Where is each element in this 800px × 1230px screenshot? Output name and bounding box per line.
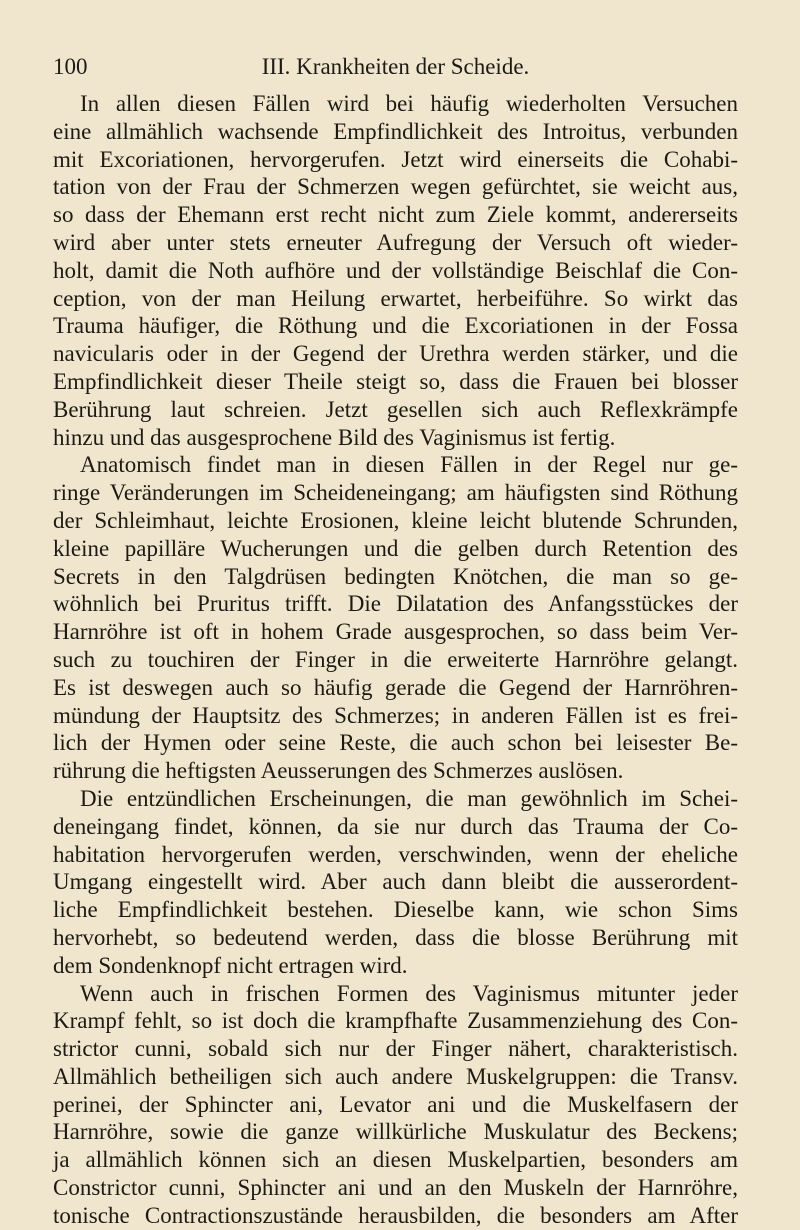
page-header — [53, 54, 738, 84]
text-line: deneingang findet, können, da sie nur durch das Trauma der Co- — [53, 813, 738, 839]
text-line: Umgang eingestellt wird. Aber auch dann bleibt die ausserordent- — [53, 869, 738, 895]
text-line: Allmählich betheiligen sich auch andere Muskelgruppen: die Transv. — [53, 1063, 738, 1089]
text-line: Empfindlichkeit dieser Theile steigt so, dass die Frauen bei blosser — [53, 368, 738, 394]
text-line: liche Empfindlichkeit bestehen. Dieselbe kann, wie schon Sims — [53, 897, 738, 923]
text-line: Anatomisch findet man in diesen Fällen in der Regel nur ge- — [80, 452, 738, 478]
text-line: strictor cunni, sobald sich nur der Finger nähert, charakteristisch. — [53, 1036, 738, 1062]
text-line: lich der Hymen oder seine Reste, die auch schon bei leisester Be- — [53, 730, 738, 756]
text-line: mündung der Hauptsitz des Schmerzes; in anderen Fällen ist es frei- — [53, 702, 738, 728]
text-line: mit Excoriationen, hervorgerufen. Jetzt wird einerseits die Cohabi- — [53, 146, 738, 172]
page-number: 100 — [53, 54, 88, 79]
text-line: Harnröhre, sowie die ganze willkürliche Muskulatur des Beckens; — [53, 1119, 738, 1145]
text-line: In allen diesen Fällen wird bei häufig wiederholten Versuchen — [80, 91, 738, 116]
text-line: Wenn auch in frischen Formen des Vaginismus mitunter jeder — [80, 980, 738, 1006]
text-line: hervorhebt, so bedeutend werden, dass die blosse Berührung mit — [53, 924, 738, 950]
text-line: tonische Contractionszustände herausbilden, die besonders am After — [53, 1202, 738, 1228]
text-line: ringe Veränderungen im Scheideneingang; am häufigsten sind Röthung — [53, 480, 738, 506]
text-line: wöhnlich bei Pruritus trifft. Die Dilatation des Anfangsstückes der — [53, 591, 738, 617]
text-line: dem Sondenknopf nicht ertragen wird. — [53, 952, 408, 978]
text-line: Trauma häufiger, die Röthung und die Excoriationen in der Fossa — [53, 313, 738, 339]
text-line: navicularis oder in der Gegend der Urethra werden stärker, und die — [53, 341, 738, 367]
text-line: ception, von der man Heilung erwartet, herbeiführe. So wirkt das — [53, 285, 738, 311]
text-line: such zu touchiren der Finger in die erweiterte Harnröhre gelangt. — [53, 646, 738, 672]
text-line: so dass der Ehemann erst recht nicht zum Ziele kommt, andererseits — [53, 202, 738, 228]
text-line: rührung die heftigsten Aeusserungen des Schmerzes auslösen. — [53, 758, 624, 784]
text-line: Harnröhre ist oft in hohem Grade ausgesprochen, so dass beim Ver- — [53, 619, 738, 645]
text-line: tation von der Frau der Schmerzen wegen gefürchtet, sie weicht aus, — [53, 174, 738, 200]
text-line: hinzu und das ausgesprochene Bild des Vaginismus ist fertig. — [53, 424, 616, 450]
text-line: ja allmählich können sich an diesen Muskelpartien, besonders am — [53, 1147, 738, 1173]
text-line: eine allmählich wachsende Empfindlichkeit des Introitus, verbunden — [53, 118, 738, 144]
text-line: perinei, der Sphincter ani, Levator ani und die Muskelfasern der — [53, 1091, 738, 1117]
text-line: habitation hervorgerufen werden, verschwinden, wenn der eheliche — [53, 841, 738, 867]
running-title: III. Krankheiten der Scheide. — [261, 54, 530, 79]
text-line: Die entzündlichen Erscheinungen, die man gewöhnlich im Schei- — [80, 785, 738, 811]
text-line: der Schleimhaut, leichte Erosionen, kleine leicht blutende Schrunden, — [53, 507, 738, 533]
text-line: Berührung laut schreien. Jetzt gesellen sich auch Reflexkrämpfe — [53, 396, 738, 422]
text-line: kleine papilläre Wucherungen und die gelben durch Retention des — [53, 535, 738, 561]
text-line: holt, damit die Noth aufhöre und der vollständige Beischlaf die Con- — [53, 257, 738, 283]
text-line: Krampf fehlt, so ist doch die krampfhafte Zusammenziehung des Con- — [53, 1008, 738, 1034]
text-line: Secrets in den Talgdrüsen bedingten Knötchen, die man so ge- — [53, 563, 738, 589]
text-line: wird aber unter stets erneuter Aufregung der Versuch oft wieder- — [53, 229, 738, 255]
body-text — [53, 90, 738, 1230]
text-line: Constrictor cunni, Sphincter ani und an den Muskeln der Harnröhre, — [53, 1175, 738, 1201]
text-line: Es ist deswegen auch so häufig gerade die Gegend der Harnröhren- — [53, 674, 738, 700]
